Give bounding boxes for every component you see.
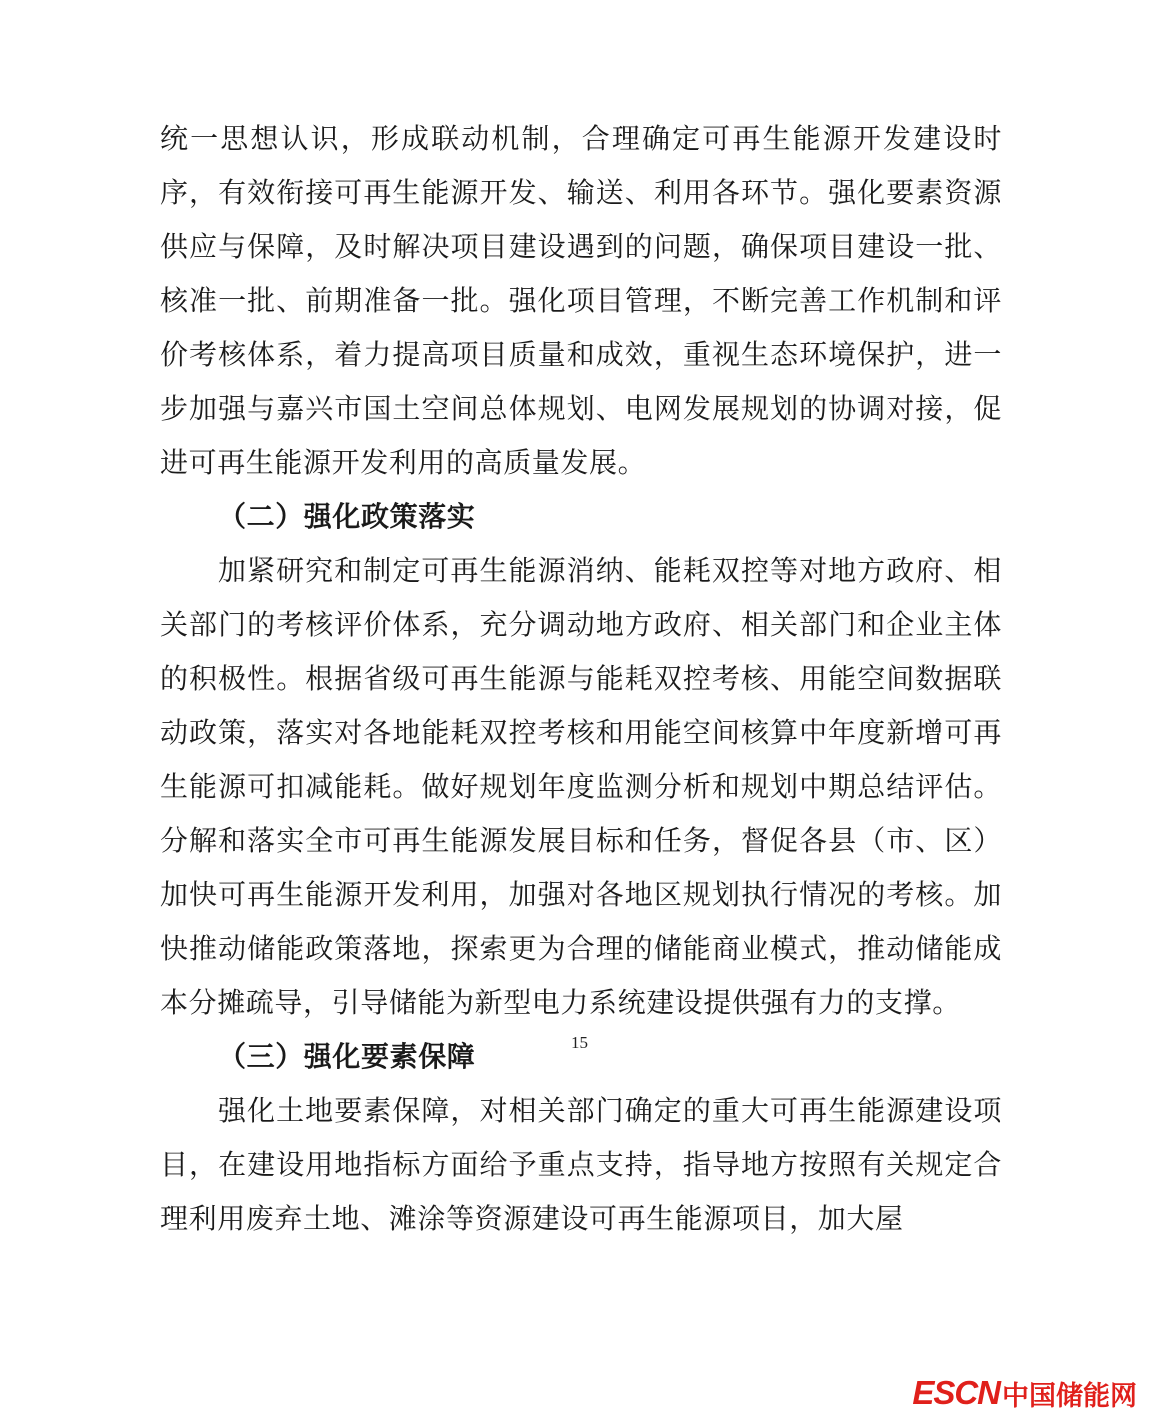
paragraph-2: 加紧研究和制定可再生能源消纳、能耗双控等对地方政府、相关部门的考核评价体系，充分调动地方政府、相关部门和企业主体的积极性。根据省级可再生能源与能耗双控考核、用能空间数据联动政策，落实对各地能耗双控考核和用能空间核算中年度新增可再生能源可扣减能耗。做好规划年度监测分析和规划中期总结评估。分解和落实全市可再生能源发展目标和任务，督促各县（市、区）加快可再生能源开发利用，加强对各地区规划执行情况的考核。加快推动储能政策落地，探索更为合理的储能商业模式，推动储能成本分摊疏导，引导储能为新型电力系统建设提供强有力的支撑。 bbox=[160, 554, 1002, 1019]
escn-watermark-logo bbox=[912, 1372, 1137, 1414]
watermark-cjk: 中国储能网 bbox=[1002, 1380, 1137, 1411]
paragraph-3: 强化土地要素保障，对相关部门确定的重大可再生能源建设项目，在建设用地指标方面给予重点支持，指导地方按照有关规定合理利用废弃土地、滩涂等资源建设可再生能源项目，加大屋 bbox=[160, 1094, 1002, 1235]
paragraph-1: 统一思想认识，形成联动机制，合理确定可再生能源开发建设时序，有效衔接可再生能源开发、输送、利用各环节。强化要素资源供应与保障，及时解决项目建设遇到的问题，确保项目建设一批、核准一批、前期准备一批。强化项目管理，不断完善工作机制和评价考核体系，着力提高项目质量和成效，重视生态环境保护，进一步加强与嘉兴市国土空间总体规划、电网发展规划的协调对接，促进可再生能源开发利用的高质量发展。 bbox=[160, 122, 1002, 479]
section-heading-3: （三）强化要素保障 bbox=[218, 1040, 476, 1073]
section-heading-2: （二）强化政策落实 bbox=[218, 500, 476, 533]
watermark-latin: ESCN bbox=[912, 1374, 1000, 1411]
page-number: 15 bbox=[571, 1033, 588, 1052]
document-body bbox=[160, 112, 1002, 1246]
